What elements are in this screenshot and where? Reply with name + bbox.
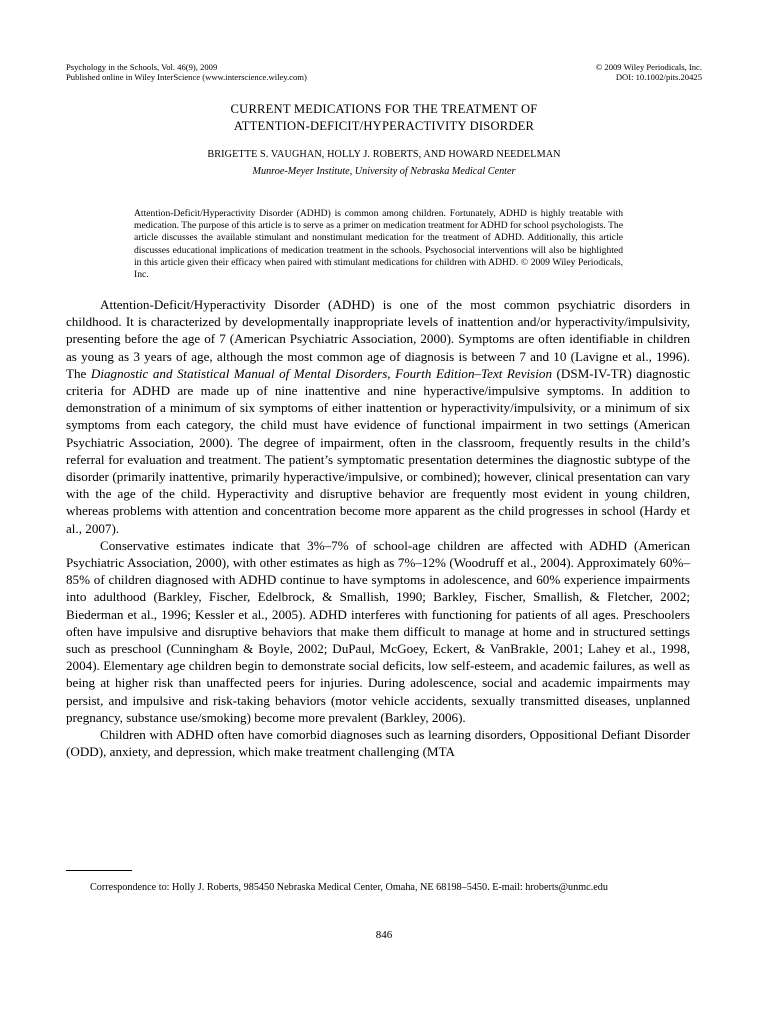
body-paragraph-2: Conservative estimates indicate that 3%–7% of school-age children are affected with ADHD (American Psychiatric Association, 2000), with other estimates as high as 7%–12% (Woodruff et al., 2004). Approximately 60%–85% of children diagnosed with ADHD continue to have symptoms in adolescence, and 60% experience impairments into adulthood (Barkley, Fischer, Edelbrock, & Smallish, 1990; Barkley, Fischer, Smallish, & Fletcher, 2002; Biederman et al., 1996; Kessler et al., 2005). ADHD interferes with functioning for patients of all ages. Preschoolers often have impulsive and disruptive behaviors that make them difficult to manage at home and in structured settings such as preschool (Cunningham & Boyle, 2002; DuPaul, McGoey, Eckert, & VanBrakle, 2001; Lahey et al., 1998, 2004). Elementary age children begin to demonstrate social deficits, low self-esteem, and academic failures, as well as being at higher risk than unaffected peers for injuries. During adolescence, social and academic impairments may persist, and impulsive and risk-taking behaviors (motor vehicle accidents, sexually transmitted diseases, unplanned pregnancy, substance use/smoking) become more prevalent (Barkley, 2006).: [66, 537, 690, 725]
correspondence-footnote: Correspondence to: Holly J. Roberts, 985450 Nebraska Medical Center, Omaha, NE 68198–5450. E-mail: hroberts@unmc.edu: [90, 882, 608, 893]
authors: BRIGETTE S. VAUGHAN, HOLLY J. ROBERTS, AND HOWARD NEEDELMAN: [207, 149, 561, 160]
copyright-notice: © 2009 Wiley Periodicals, Inc.: [595, 62, 702, 72]
journal-citation: Psychology in the Schools, Vol. 46(9), 2009: [66, 62, 218, 72]
article-body: [66, 296, 690, 760]
p1-text-a: Attention-Deficit/Hyperactivity Disorder (ADHD) is one of the most common psychiatric disorders in childhood. It is characterized by developmentally inappropriate levels of inattention and/or hyperactivity/impulsivity, presenting before the age of 7 (American Psychiatric Association, 2000). Symptoms are often identifiable in children as young as 3 years of age, although the most common age of diagnosis is between 7 and 10 (Lavigne et al., 1996). The: [66, 297, 690, 381]
p1-text-b: (DSM-IV-TR) diagnostic criteria for ADHD are made up of nine inattentive and nine hyperactive/impulsive symptoms. In addition to demonstration of a minimum of six symptoms of either inattention or hyperactivity/impulsivity, or a minimum of six symptoms from each category, the child must have evidence of functional impairment in two settings (American Psychiatric Association, 2000). The degree of impairment, often in the classroom, frequently results in the child’s referral for evaluation and treatment. The patient’s symptomatic presentation determines the diagnostic subtype of the disorder (primarily inattentive, primarily hyperactive/impulsive, or combined); however, clinical presentation can vary with the age of the child. Hyperactivity and disruptive behavior are frequently most evident in young children, whereas problems with attention and concentration become more apparent as the child progresses in school (Hardy et al., 2007).: [66, 365, 691, 536]
title-line-1: CURRENT MEDICATIONS FOR THE TREATMENT OF: [230, 102, 538, 116]
article-title: [0, 101, 768, 135]
running-header-right: [596, 62, 702, 83]
abstract: Attention-Deficit/Hyperactivity Disorder (ADHD) is common among children. Fortunately, ADHD is highly treatable with medication. The purpose of this article is to serve as a primer on medication treatment for ADHD for school psychologists. The article discusses the available stimulant and nonstimulant medication for the treatment of ADHD. Additionally, this article discusses educational implications of medication treatment in the schools. Psychosocial interventions will also be highlighted in this article given their efficacy when paired with stimulant medications for children with ADHD. © 2009 Wiley Periodicals, Inc.: [134, 208, 623, 281]
affiliation: Munroe-Meyer Institute, University of Nebraska Medical Center: [252, 166, 516, 177]
body-paragraph-1: [66, 296, 690, 537]
dsm-title-italic: Diagnostic and Statistical Manual of Mental Disorders, Fourth Edition–Text Revision: [90, 365, 552, 381]
published-online: Published online in Wiley InterScience (www.interscience.wiley.com): [66, 72, 307, 83]
doi: DOI: 10.1002/pits.20425: [615, 72, 702, 83]
footnote-rule: [66, 870, 132, 871]
running-header-left: [66, 62, 307, 83]
body-paragraph-3: Children with ADHD often have comorbid diagnoses such as learning disorders, Oppositional Defiant Disorder (ODD), anxiety, and depression, which make treatment challenging (MTA: [66, 727, 690, 760]
page-number: 846: [375, 929, 393, 941]
title-line-2: ATTENTION-DEFICIT/HYPERACTIVITY DISORDER: [233, 119, 535, 133]
